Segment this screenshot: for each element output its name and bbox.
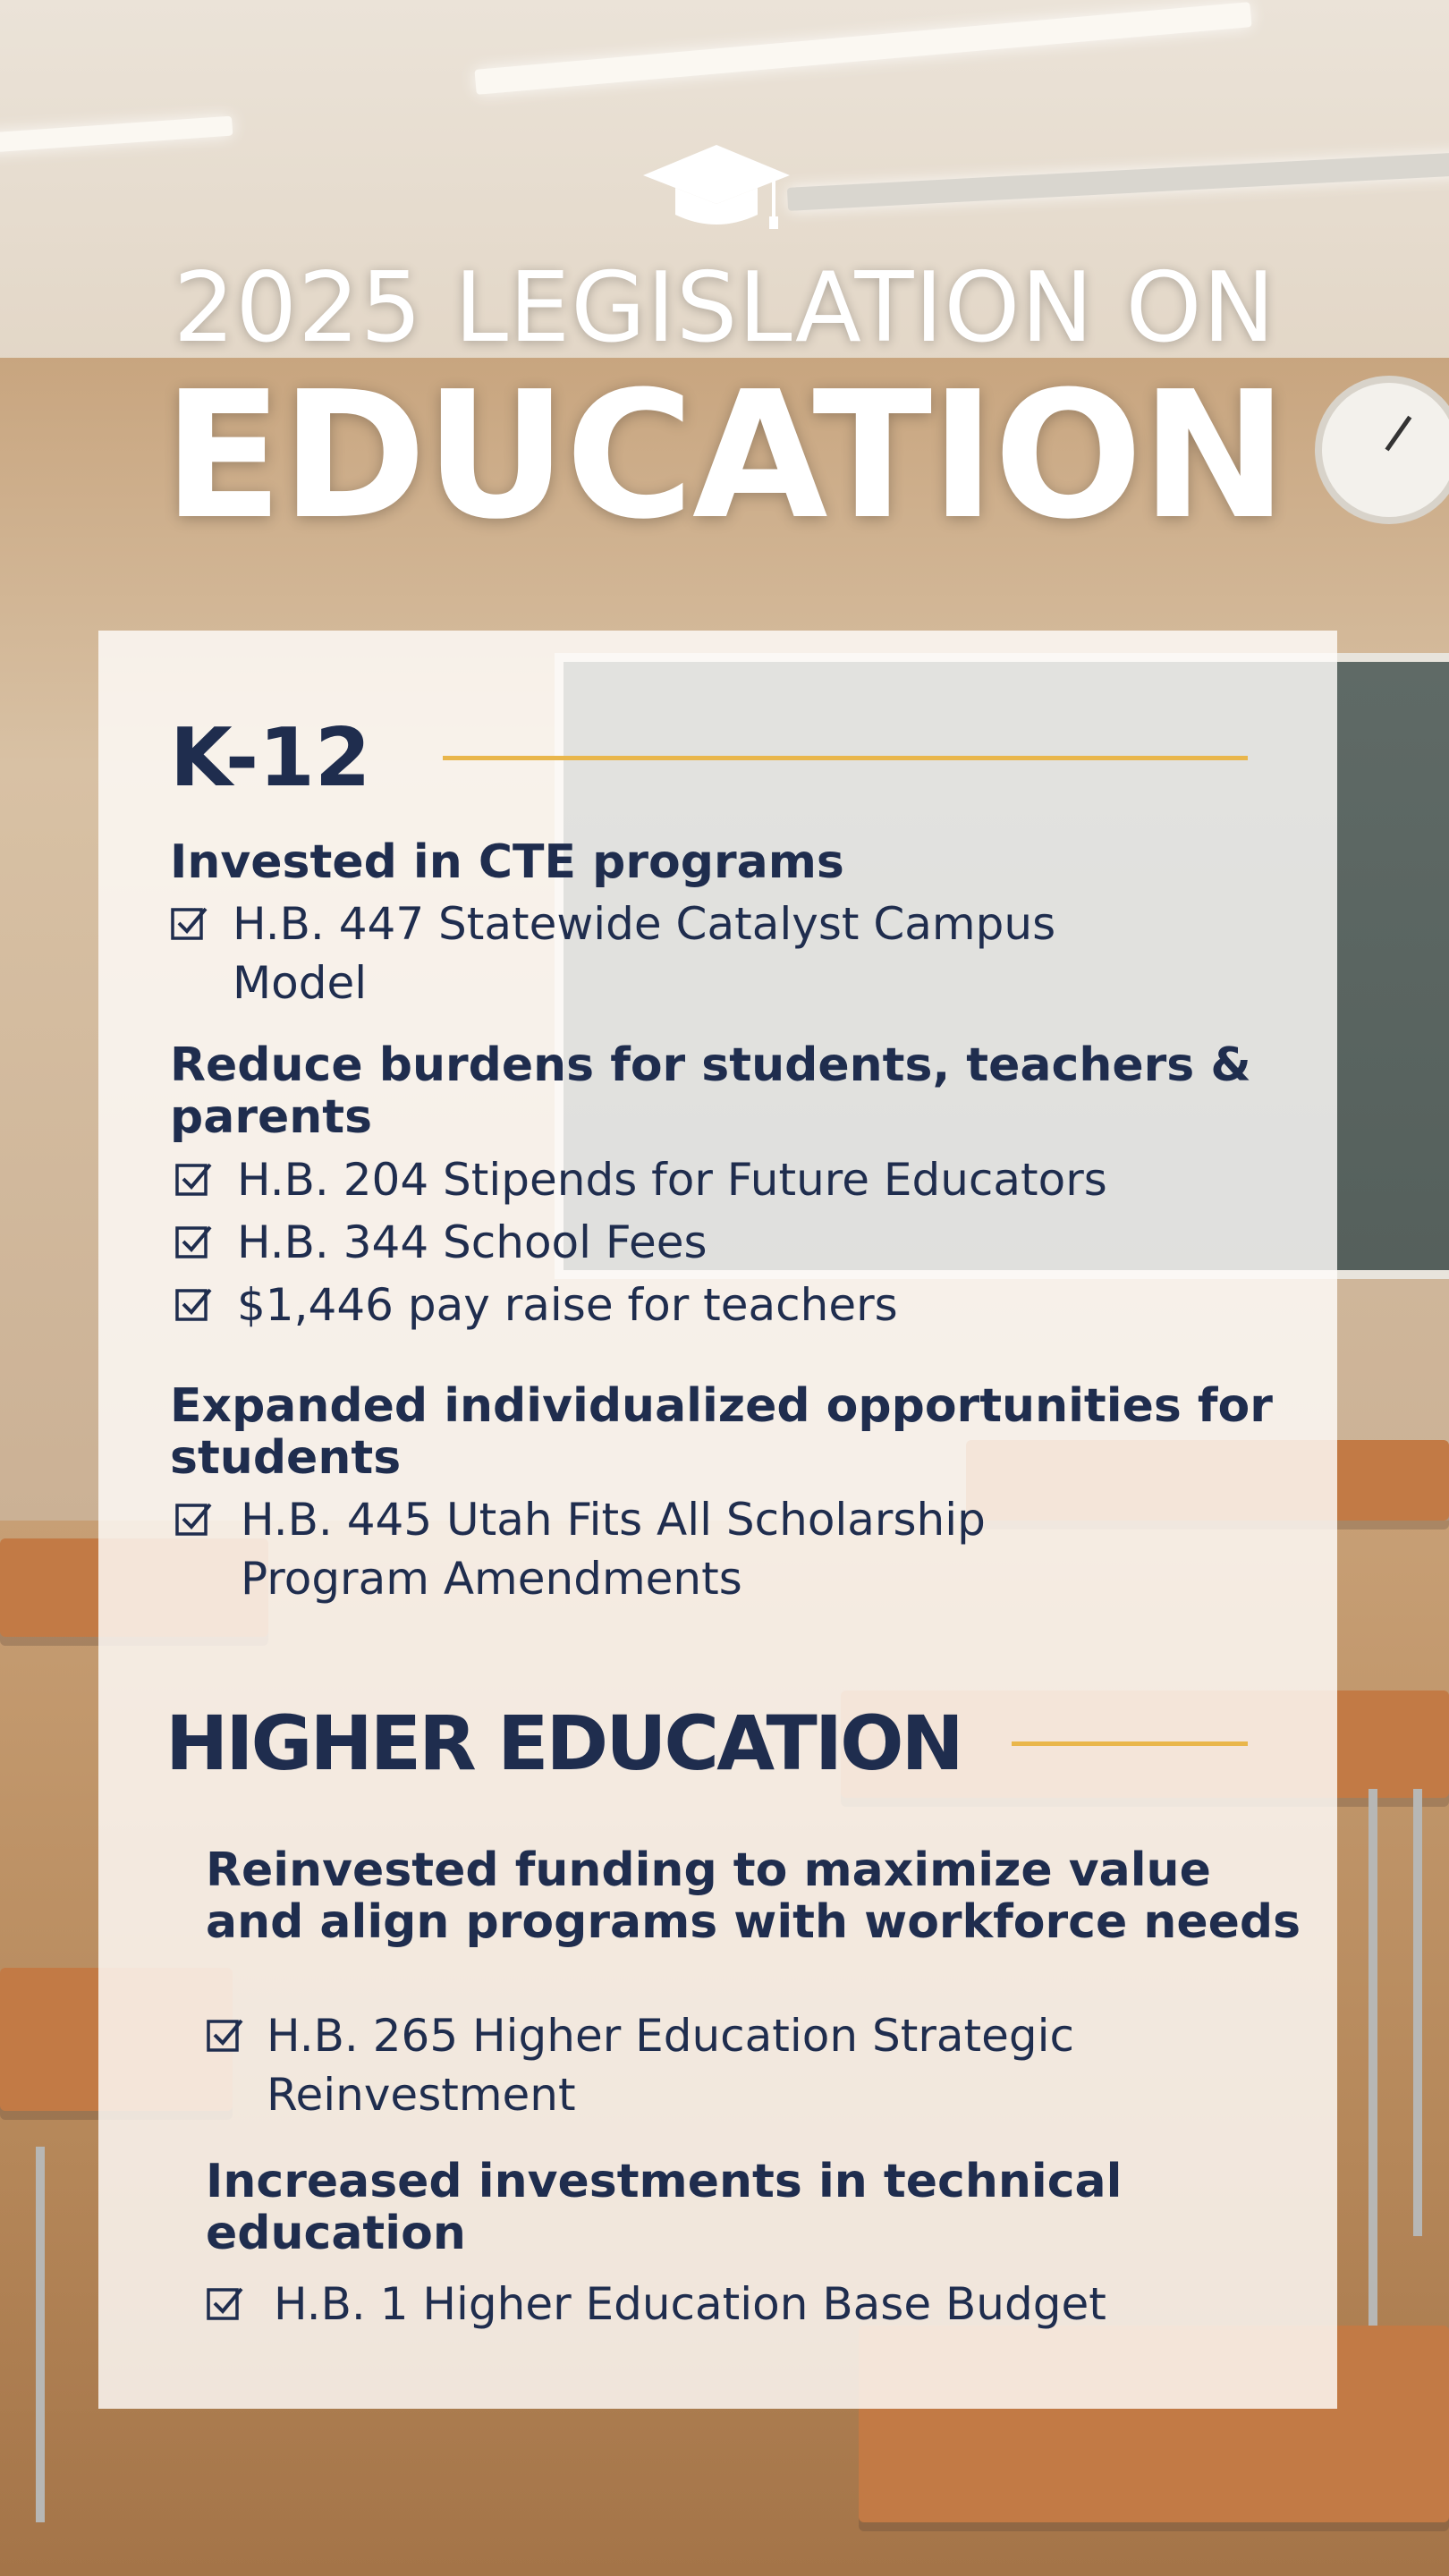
graduation-cap-icon (640, 141, 793, 231)
list-item (206, 2006, 1279, 2124)
list-item-text: H.B. 445 Utah Fits All Scholarship Program Amendments (241, 1494, 986, 1605)
group-heading: Reduce burdens for students, teachers & parents (170, 1038, 1251, 1144)
list-item-text: H.B. 1 Higher Education Base Budget (274, 2278, 1106, 2330)
list-item (206, 2275, 1279, 2334)
group-heading: Invested in CTE programs (170, 835, 844, 889)
group-heading: Increased investments in technical education (206, 2155, 1123, 2260)
checkbox-icon (174, 1159, 214, 1199)
group-heading: Reinvested funding to maximize value and align programs with workforce needs (206, 1843, 1301, 1949)
section-rule (1012, 1741, 1248, 1746)
list-item-text: $1,446 pay raise for teachers (237, 1279, 898, 1331)
checkbox-icon (174, 1284, 214, 1324)
list-item (170, 894, 1243, 1013)
list-item (174, 1150, 1248, 1209)
title-line-1: 2025 LEGISLATION ON (173, 252, 1276, 364)
section-header-k12 (170, 711, 1248, 805)
list-item (174, 1490, 1248, 1608)
section-title-higher-ed: HIGHER EDUCATION (165, 1699, 962, 1787)
checkbox-icon (206, 2015, 245, 2055)
title-line-2: EDUCATION (163, 354, 1286, 558)
section-header-higher-ed (165, 1699, 1248, 1787)
list-item-text: H.B. 447 Statewide Catalyst Campus Model (233, 898, 1056, 1009)
checkbox-icon (170, 903, 209, 943)
checkbox-icon (206, 2284, 245, 2323)
list-item-text: H.B. 344 School Fees (237, 1216, 708, 1268)
section-title-k12: K-12 (170, 711, 371, 805)
section-rule (443, 756, 1248, 760)
chair-leg (1368, 1789, 1377, 2326)
list-item-text: H.B. 204 Stipends for Future Educators (237, 1154, 1107, 1206)
checkbox-icon (174, 1222, 214, 1261)
group-heading: Expanded individualized opportunities for students (170, 1379, 1273, 1485)
chair-leg (36, 2147, 45, 2522)
checkbox-icon (174, 1499, 214, 1538)
chair-leg (1413, 1789, 1422, 2236)
list-item (174, 1213, 1248, 1272)
list-item-text: H.B. 265 Higher Education Strategic Reinvestment (267, 2010, 1075, 2121)
list-item (174, 1275, 1248, 1335)
